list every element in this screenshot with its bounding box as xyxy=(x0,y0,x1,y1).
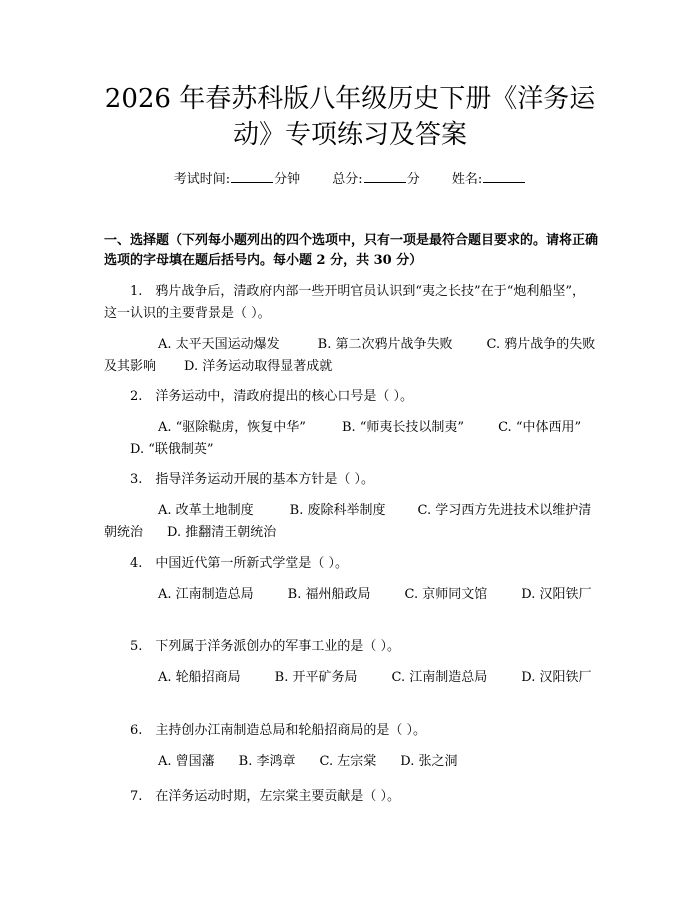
total-score-unit: 分 xyxy=(406,172,420,187)
exam-time xyxy=(174,172,300,187)
question-3 xyxy=(104,469,596,544)
question-stem: 4. 中国近代第一所新式学堂是（ ）。 xyxy=(130,556,349,571)
option-d: D. “联俄制英” xyxy=(130,442,214,457)
option-c: C. 学习西方先进技术以维护清朝统治 xyxy=(104,503,592,540)
student-name xyxy=(452,172,526,187)
option-d: D. 张之洞 xyxy=(400,754,458,769)
exam-time-label: 考试时间: xyxy=(173,172,231,187)
document-title xyxy=(80,82,620,152)
total-score-blank xyxy=(364,170,406,183)
question-2 xyxy=(104,386,596,461)
option-d: D. 汉阳铁厂 xyxy=(521,587,592,602)
student-name-label: 姓名: xyxy=(451,172,483,187)
option-d: D. 汉阳铁厂 xyxy=(521,670,592,685)
option-c: C. 江南制造总局 xyxy=(391,670,488,685)
option-d: D. 推翻清王朝统治 xyxy=(167,525,277,540)
option-d: D. 洋务运动取得显著成就 xyxy=(184,359,333,374)
option-c: C. “中体西用” xyxy=(498,420,582,435)
option-b: B. 开平矿务局 xyxy=(274,670,358,685)
option-a: A. “驱除鞑虏，恢复中华” xyxy=(158,420,306,435)
option-c: C. 鸦片战争的失败及其影响 xyxy=(104,337,596,374)
option-a: A. 轮船招商局 xyxy=(158,670,241,685)
title-line-2: 动》专项练习及答案 xyxy=(232,120,467,150)
option-c: C. 京师同文馆 xyxy=(404,587,488,602)
question-options xyxy=(104,500,596,544)
total-score-label: 总分: xyxy=(332,172,363,187)
total-score xyxy=(332,172,419,187)
question-stem: 2. 洋务运动中，清政府提出的核心口号是（ ）。 xyxy=(130,389,414,404)
option-b: B. 福州船政局 xyxy=(287,587,371,602)
question-stem: 3. 指导洋务运动开展的基本方针是（ ）。 xyxy=(130,472,375,487)
student-name-blank xyxy=(483,170,525,183)
option-c: C. 左宗棠 xyxy=(319,754,377,769)
question-options xyxy=(104,417,596,461)
question-options xyxy=(104,667,596,689)
question-6 xyxy=(104,720,596,773)
question-options xyxy=(104,334,596,378)
option-b: B. “师夷长技以制夷” xyxy=(341,420,465,435)
question-options xyxy=(104,751,596,773)
question-stem: 1. 鸦片战争后，清政府内部一些开明官员认识到“夷之长技”在于“炮利船坚”，这一认识的主要背景是（ ）。 xyxy=(104,284,585,321)
question-5 xyxy=(104,636,596,689)
question-1 xyxy=(104,281,596,378)
exam-info-line xyxy=(0,170,700,189)
question-7 xyxy=(104,786,596,808)
question-stem: 5. 下列属于洋务派创办的军事工业的是（ ）。 xyxy=(130,639,401,654)
title-line-1: 2026 年春苏科版八年级历史下册《洋务运 xyxy=(104,84,596,114)
question-stem: 7. 在洋务运动时期，左宗棠主要贡献是（ ）。 xyxy=(130,789,401,804)
option-b: B. 废除科举制度 xyxy=(289,503,386,518)
question-stem: 6. 主持创办江南制造总局和轮船招商局的是（ ）。 xyxy=(130,723,427,738)
question-options xyxy=(104,584,596,606)
option-a: A. 江南制造总局 xyxy=(158,587,254,602)
exam-time-blank xyxy=(231,170,273,183)
option-b: B. 李鸿章 xyxy=(238,754,296,769)
option-a: A. 太平天国运动爆发 xyxy=(158,337,280,352)
option-a: A. 改革土地制度 xyxy=(158,503,254,518)
exam-time-unit: 分钟 xyxy=(274,172,301,187)
question-4 xyxy=(104,553,596,606)
section-heading: 一、选择题（下列每小题列出的四个选项中，只有一项是最符合题目要求的。请将正确选项的字母填在题后括号内。每小题 2 分，共 30 分） xyxy=(104,233,599,268)
option-b: B. 第二次鸦片战争失败 xyxy=(317,337,453,352)
option-a: A. 曾国藩 xyxy=(158,754,215,769)
